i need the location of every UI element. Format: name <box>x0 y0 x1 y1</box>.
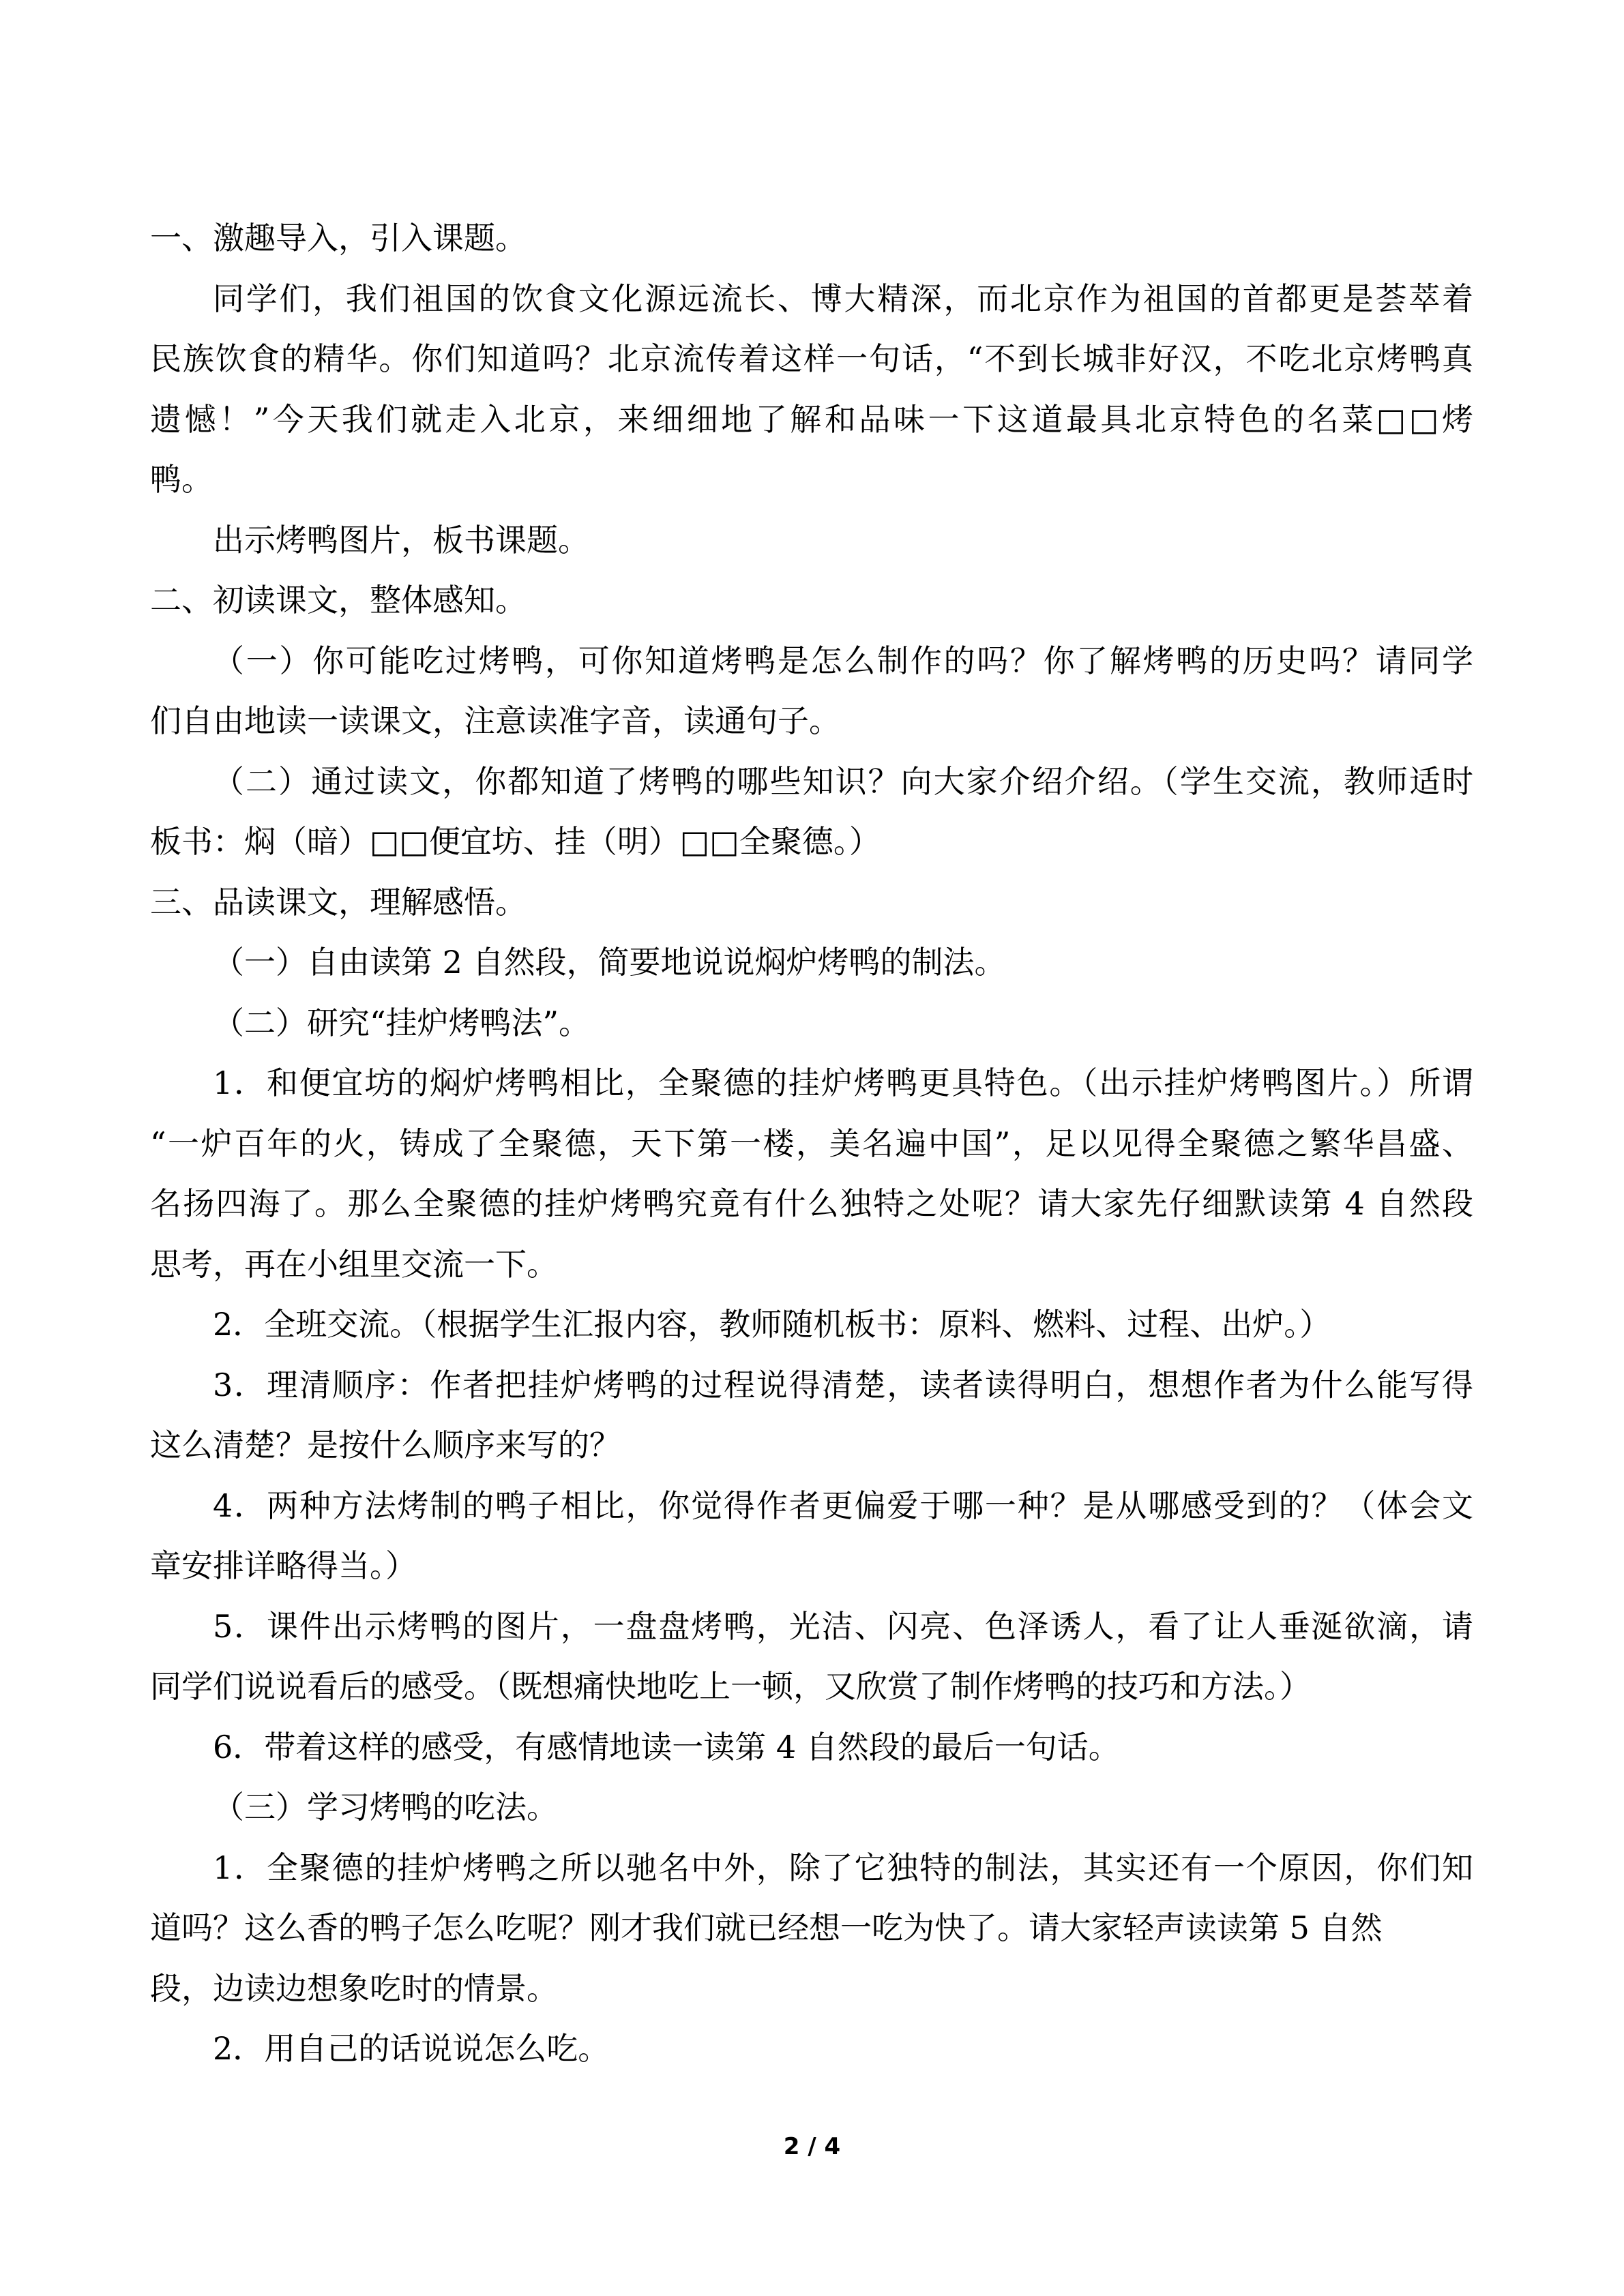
paragraph-line: “一炉百年的火，铸成了全聚德，天下第一楼，美名遍中国”，足以见得全聚德之繁华昌盛、 <box>150 1124 1473 1162</box>
paragraph-line: （二）通过读文，你都知道了烤鸭的哪些知识？向大家介绍介绍。（学生交流，教师适时 <box>213 762 1473 800</box>
paragraph-line: 2．全班交流。（根据学生汇报内容，教师随机板书：原料、燃料、过程、出炉。） <box>213 1306 1331 1343</box>
page-number: 2 / 4 <box>783 2133 841 2160</box>
paragraph-line: 4．两种方法烤制的鸭子相比，你觉得作者更偏爱于哪一种？是从哪感受到的？（体会文 <box>213 1487 1473 1524</box>
paragraph-line: 名扬四海了。那么全聚德的挂炉烤鸭究竟有什么独特之处呢？请大家先仔细默读第 4 自然段 <box>150 1185 1473 1222</box>
paragraph-line: 2．用自己的话说说怎么吃。 <box>213 2030 610 2067</box>
paragraph-line: 同学们，我们祖国的饮食文化源远流长、博大精深，而北京作为祖国的首都更是荟萃着 <box>213 280 1473 317</box>
paragraph-line: 6．带着这样的感受，有感情地读一读第 4 自然段的最后一句话。 <box>213 1728 1120 1765</box>
document-body <box>150 208 1473 2079</box>
paragraph-line: 1．和便宜坊的焖炉烤鸭相比，全聚德的挂炉烤鸭更具特色。（出示挂炉烤鸭图片。）所谓 <box>213 1064 1473 1101</box>
section-heading-3: 三、品读课文，理解感悟。 <box>150 883 527 921</box>
paragraph-line: （三）学习烤鸭的吃法。 <box>213 1789 558 1825</box>
paragraph-line: 们自由地读一读课文，注意读准字音，读通句子。 <box>150 702 840 739</box>
paragraph-line: 道吗？这么香的鸭子怎么吃呢？刚才我们就已经想一吃为快了。请大家轻声读读第 5 自然 <box>150 1909 1383 1946</box>
paragraph-line: 板书：焖（暗）□□便宜坊、挂（明）□□全聚德。） <box>150 823 881 860</box>
paragraph-line: 鸭。 <box>150 461 213 498</box>
paragraph-line: 1．全聚德的挂炉烤鸭之所以驰名中外，除了它独特的制法，其实还有一个原因，你们知 <box>213 1849 1473 1886</box>
paragraph-line: 思考，再在小组里交流一下。 <box>150 1245 558 1283</box>
paragraph-line: 3．理清顺序：作者把挂炉烤鸭的过程说得清楚，读者读得明白，想想作者为什么能写得 <box>213 1366 1473 1403</box>
paragraph-line: 遗憾！”今天我们就走入北京，来细细地了解和品味一下这道最具北京特色的名菜□□烤 <box>150 400 1473 438</box>
section-heading-1: 一、激趣导入，引入课题。 <box>150 220 527 256</box>
paragraph-line: 民族饮食的精华。你们知道吗？北京流传着这样一句话，“不到长城非好汉，不吃北京烤鸭真 <box>150 340 1473 377</box>
paragraph-line: 段，边读边想象吃时的情景。 <box>150 1969 558 2007</box>
section-heading-2: 二、初读课文，整体感知。 <box>150 582 527 618</box>
paragraph-line: （二）研究“挂炉烤鸭法”。 <box>213 1004 591 1041</box>
paragraph-line: 5．课件出示烤鸭的图片，一盘盘烤鸭，光洁、闪亮、色泽诱人，看了让人垂涎欲滴，请 <box>213 1607 1473 1645</box>
paragraph-line: 同学们说说看后的感受。（既想痛快地吃上一顿，又欣赏了制作烤鸭的技巧和方法。） <box>150 1668 1311 1705</box>
paragraph-line: 这么清楚？是按什么顺序来写的？ <box>150 1427 621 1463</box>
paragraph-line: （一）你可能吃过烤鸭，可你知道烤鸭是怎么制作的吗？你了解烤鸭的历史吗？请同学 <box>213 642 1473 679</box>
paragraph-line: 章安排详略得当。） <box>150 1547 417 1584</box>
paragraph-line: （一）自由读第 2 自然段，简要地说说焖炉烤鸭的制法。 <box>213 944 1006 981</box>
paragraph-line: 出示烤鸭图片，板书课题。 <box>213 521 589 558</box>
